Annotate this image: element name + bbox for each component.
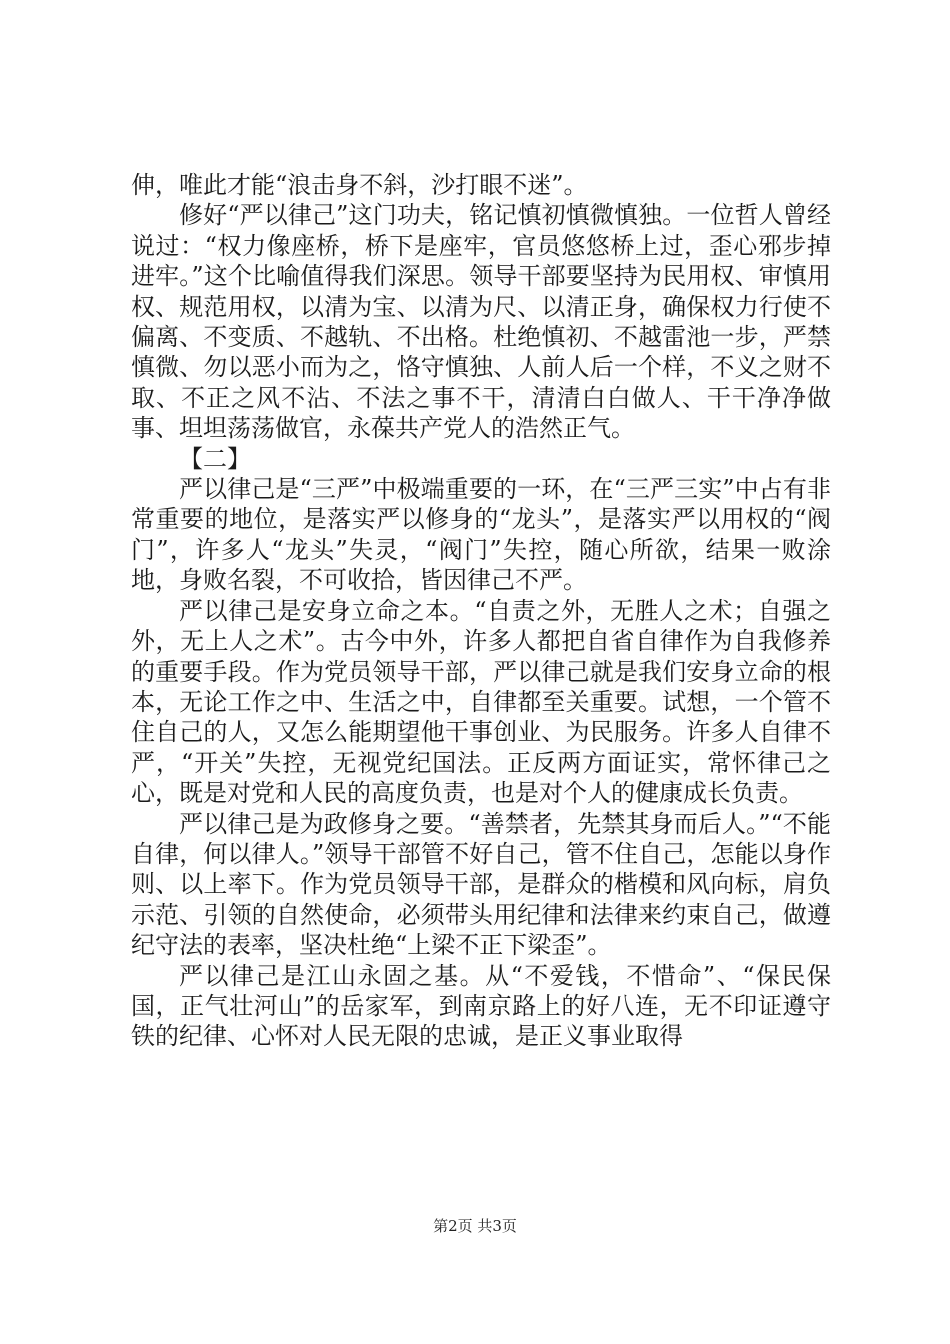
paragraph-1: 伸，唯此才能“浪击身不斜，沙打眼不迷”。 [131,171,588,199]
page-footer [0,1215,950,1236]
paragraph-3: 严以律己是“三严”中极端重要的一环，在“三严三实”中占有非常重要的地位，是落实严以修身的“龙头”，是落实严以用权的“阀门”，许多人“龙头”失灵，“阀门”失控，随心所欲，结果一败涂地，身败名裂，不可收拾，皆因律己不严。 [131,475,831,595]
paragraph-2: 修好“严以律己”这门功夫，铭记慎初慎微慎独。一位哲人曾经说过：“权力像座桥，桥下是座牢，官员悠悠桥上过，歪心邪步掉进牢。”这个比喻值得我们深思。领导干部要坚持为民用权、审慎用权、规范用权，以清为宝、以清为尺、以清正身，确保权力行使不偏离、不变质、不越轨、不出格。杜绝慎初、不越雷池一步，严禁慎微、勿以恶小而为之，恪守慎独、人前人后一个样，不义之财不取、不正之风不沾、不法之事不干，清清白白做人、干干净净做事、坦坦荡荡做官，永葆共产党人的浩然正气。 [131,201,831,443]
paragraph-5: 严以律己是为政修身之要。“善禁者，先禁其身而后人。”“不能自律，何以律人。”领导干部管不好自己，管不住自己，怎能以身作则、以上率下。作为党员领导干部，是群众的楷模和风向标，肩负示范、引领的自然使命，必须带头用纪律和法律来约束自己，做遵纪守法的表率，坚决杜绝“上梁不正下梁歪”。 [131,809,831,960]
section-heading: 【二】 [179,444,251,473]
document-body [131,170,831,1052]
page-number-label: 第2页 共3页 [433,1217,517,1235]
paragraph-4: 严以律己是安身立命之本。“自责之外，无胜人之术；自强之外，无上人之术”。古今中外，许多人都把自省自律作为自我修养的重要手段。作为党员领导干部，严以律己就是我们安身立命的根本，无论工作之中、生活之中，自律都至关重要。试想，一个管不住自己的人，又怎么能期望他干事创业、为民服务。许多人自律不严，“开关”失控，无视党纪国法。正反两方面证实，常怀律己之心，既是对党和人民的高度负责，也是对个人的健康成长负责。 [131,596,831,808]
paragraph-6: 严以律己是江山永固之基。从“不爱钱，不惜命”、“保民保国，正气壮河山”的岳家军，到南京路上的好八连，无不印证遵守铁的纪律、心怀对人民无限的忠诚，是正义事业取得 [131,961,831,1051]
